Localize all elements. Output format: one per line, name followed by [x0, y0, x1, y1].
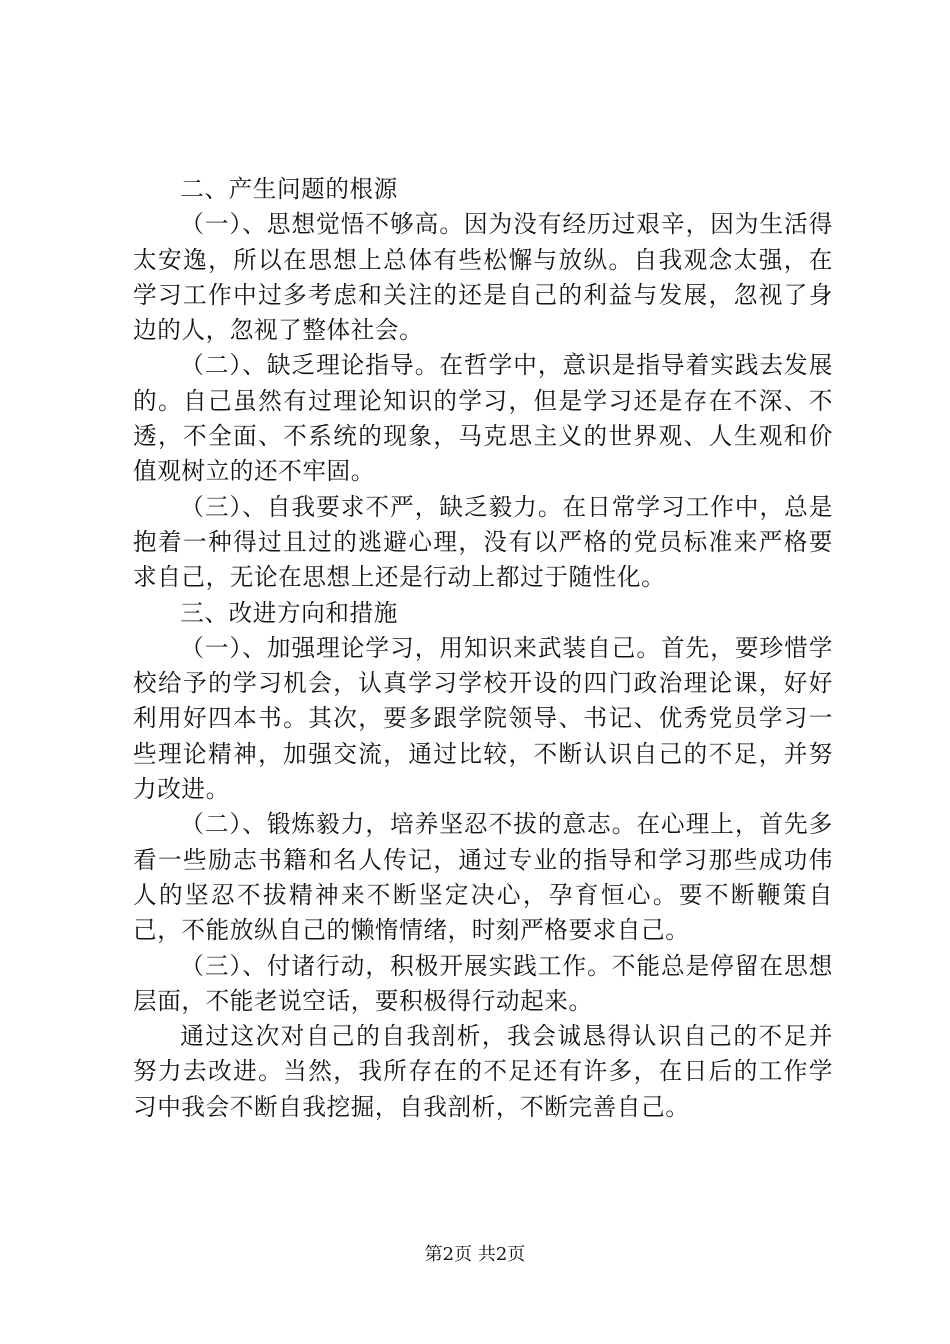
paragraph-root-cause-1: （一）、思想觉悟不够高。因为没有经历过艰辛，因为生活得太安逸，所以在思想上总体有些松懈与放纵。自我观念太强，在学习工作中过多考虑和关注的还是自己的利益与发展，忽视了身边的人，忽视了整体社会。 — [133, 210, 833, 345]
paragraph-improvement-2: （二）、锻炼毅力，培养坚忍不拔的意志。在心理上，首先多看一些励志书籍和名人传记，通过专业的指导和学习那些成功伟人的坚忍不拔精神来不断坚定决心，孕育恒心。要不断鞭策自己，不能放纵自己的懒惰情绪，时刻严格要求自己。 — [133, 810, 833, 945]
section-heading-improvements: 三、改进方向和措施 — [180, 598, 398, 627]
paragraph-root-cause-2: （二）、缺乏理论指导。在哲学中，意识是指导着实践去发展的。自己虽然有过理论知识的学习，但是学习还是存在不深、不透，不全面、不系统的现象，马克思主义的世界观、人生观和价值观树立的还不牢固。 — [133, 351, 833, 486]
paragraph-root-cause-3: （三）、自我要求不严，缺乏毅力。在日常学习工作中，总是抱着一种得过且过的逃避心理，没有以严格的党员标准来严格要求自己，无论在思想上还是行动上都过于随性化。 — [133, 492, 833, 592]
paragraph-improvement-1: （一）、加强理论学习，用知识来武装自己。首先，要珍惜学校给予的学习机会，认真学习学校开设的四门政治理论课，好好利用好四本书。其次，要多跟学院领导、书记、优秀党员学习一些理论精神，加强交流，通过比较，不断认识自己的不足，并努力改进。 — [133, 633, 833, 804]
document-body — [133, 172, 833, 1125]
paragraph-improvement-3: （三）、付诸行动，积极开展实践工作。不能总是停留在思想层面，不能老说空话，要积极得行动起来。 — [133, 951, 833, 1015]
page-footer: 第2页 共2页 — [424, 1244, 526, 1265]
paragraph-conclusion: 通过这次对自己的自我剖析，我会诚恳得认识自己的不足并努力去改进。当然，我所存在的不足还有许多，在日后的工作学习中我会不断自我挖掘，自我剖析，不断完善自己。 — [133, 1022, 833, 1121]
section-heading-root-causes: 二、产生问题的根源 — [180, 175, 398, 203]
